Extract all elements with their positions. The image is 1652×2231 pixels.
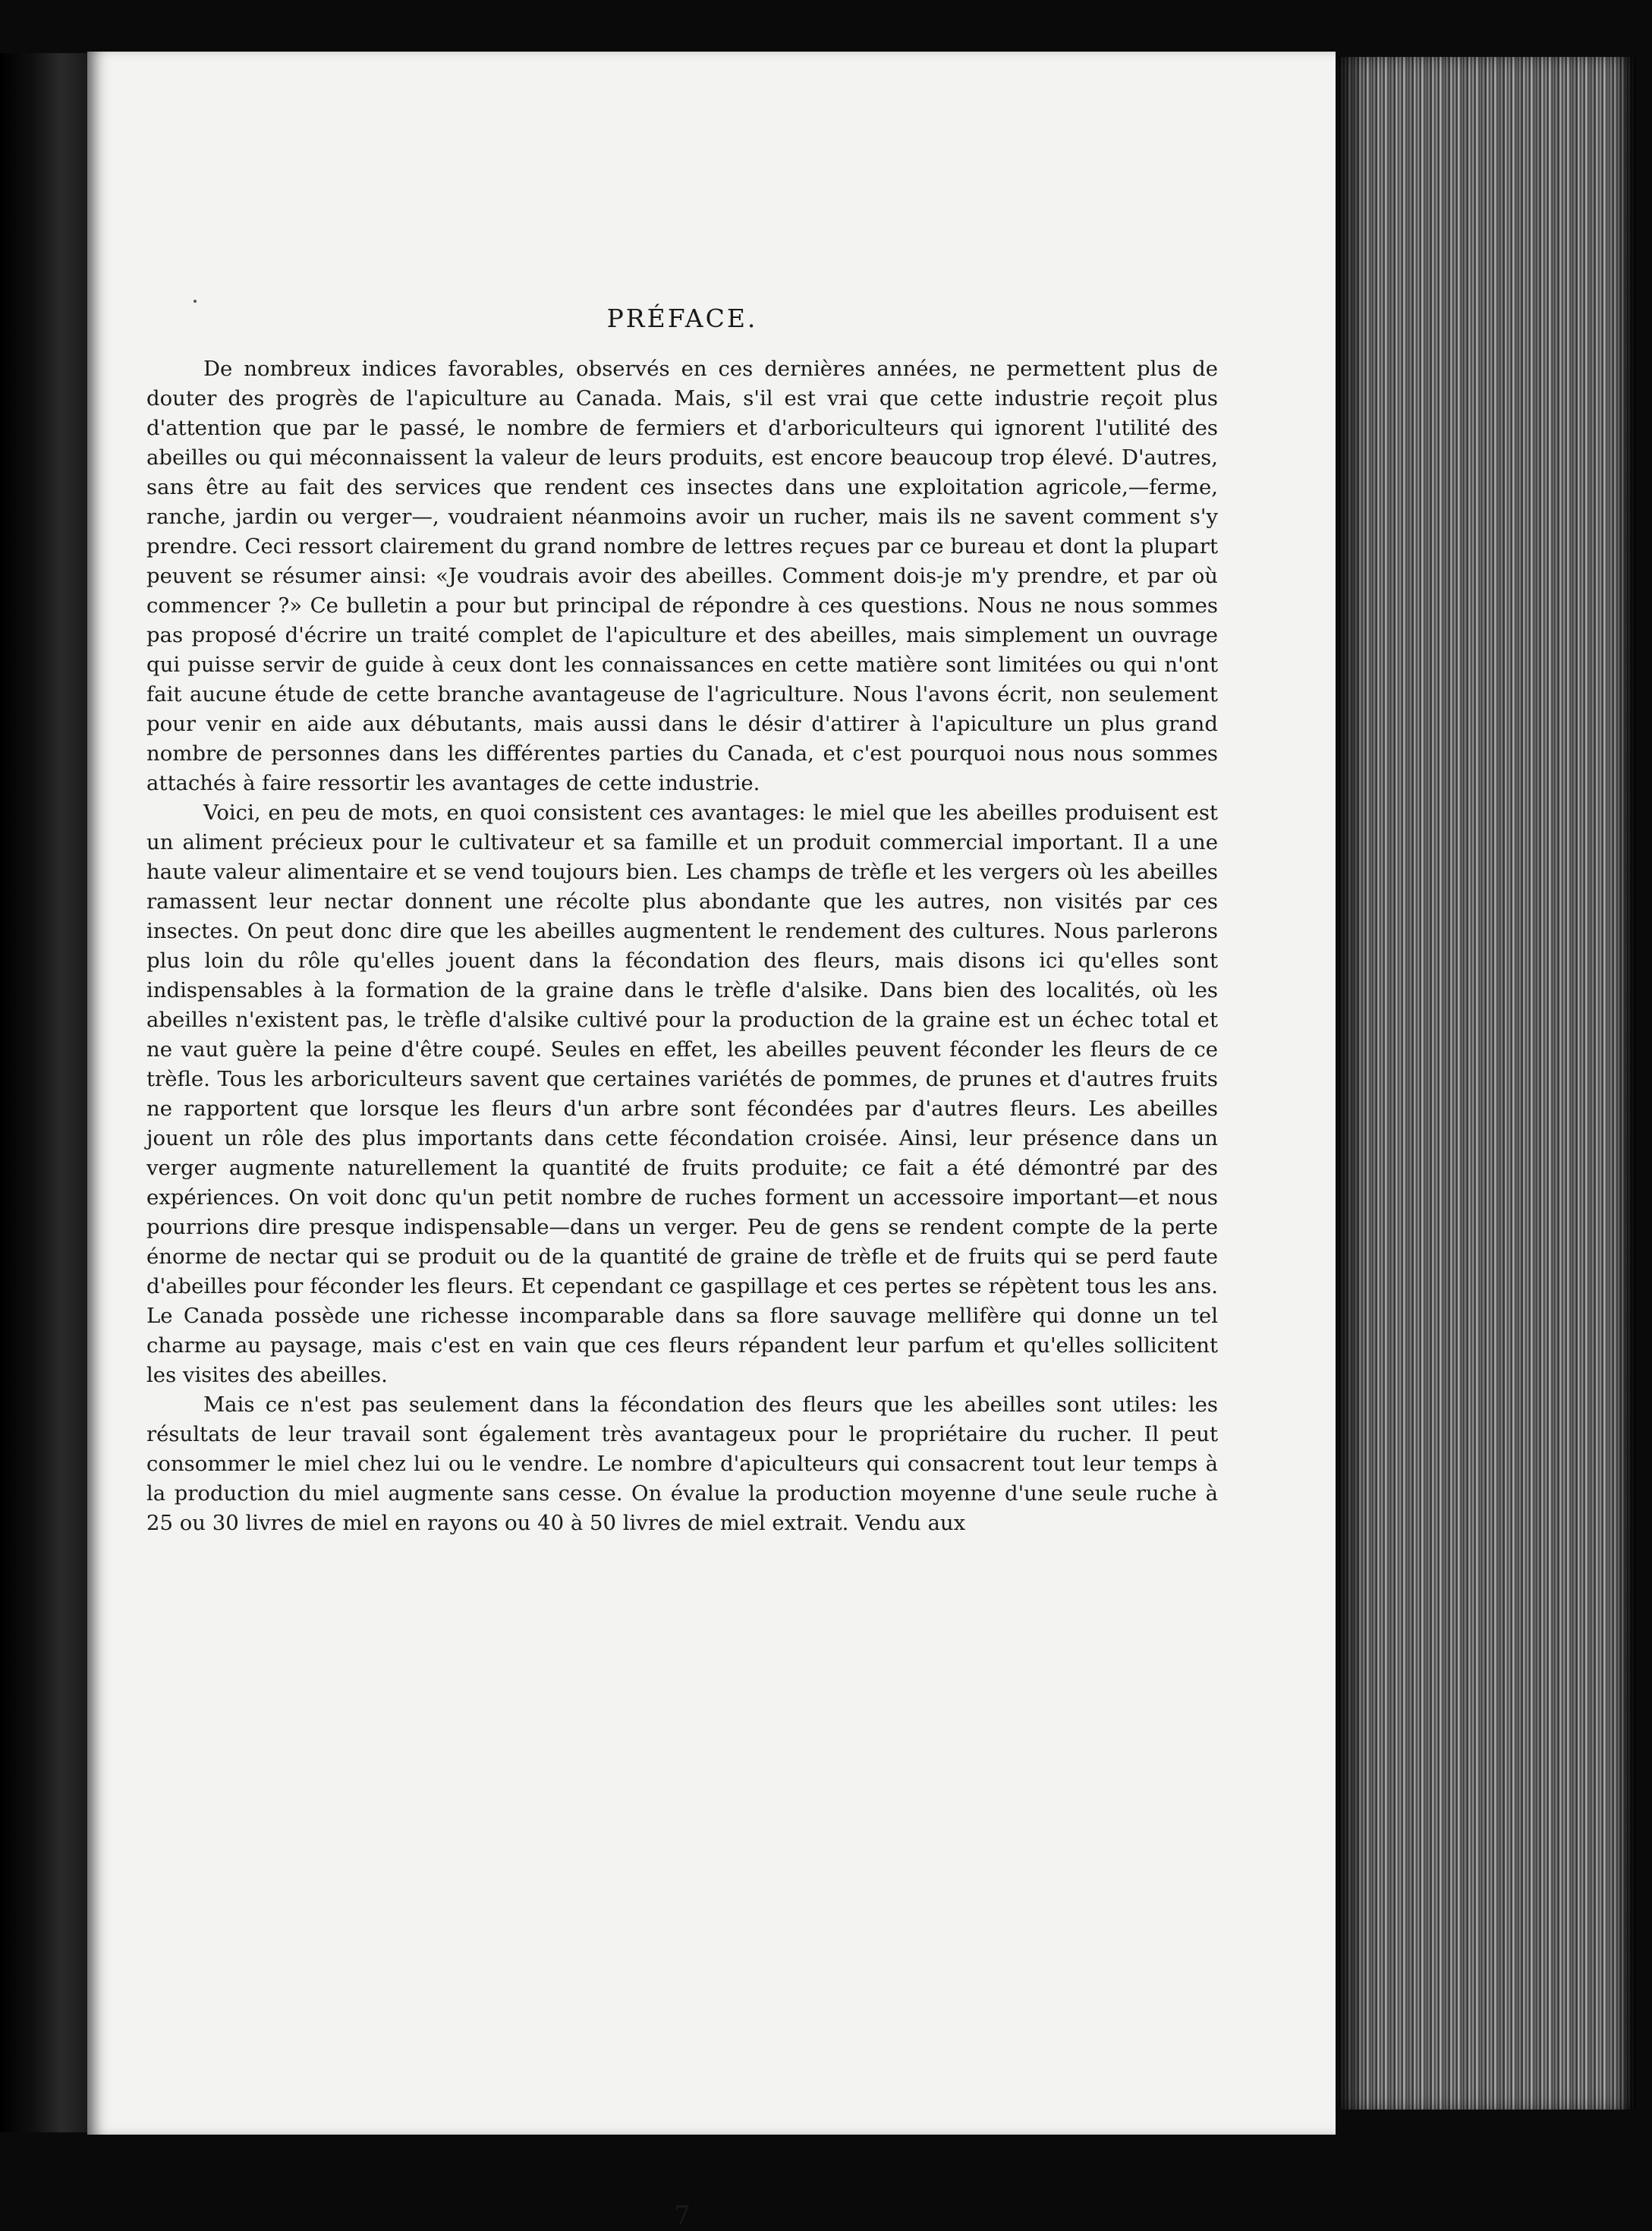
- page-title: PRÉFACE.: [606, 304, 758, 333]
- left-page-edge: [0, 53, 87, 2132]
- paragraph-2: Voici, en peu de mots, en quoi consistent ces avantages: le miel que les abeilles produisent est un aliment précieux pour le cultivateur et sa famille et un produit commercial important. Il a une haute valeur alimentaire et se vend toujours bien. Les champs de trèfle et les vergers où les abeilles ramassent leur nectar donnent une récolte plus abondante que les autres, non visités par ces insectes. On peut donc dire que les abeilles augmentent le rendement des cultures. Nous parlerons plus loin du rôle qu'elles jouent dans la fécondation des fleurs, mais disons ici qu'elles sont indispensables à la formation de la graine dans le trèfle d'alsike. Dans bien des localités, où les abeilles n'existent pas, le trèfle d'alsike cultivé pour la production de la graine est un échec total et ne vaut guère la peine d'être coupé. Seules en effet, les abeilles peuvent féconder les fleurs de ce trèfle. Tous les arboriculteurs savent que certaines variétés de pommes, de prunes et d'autres fruits ne rapportent que lorsque les fleurs d'un arbre sont fécondées par d'autres fleurs. Les abeilles jouent un rôle des plus importants dans cette fécondation croisée. Ainsi, leur présence dans un verger augmente naturellement la quantité de fruits produite; ce fait a été démontré par des expériences. On voit donc qu'un petit nombre de ruches forment un accessoire important—et nous pourrions dire presque indispensable—dans un verger. Peu de gens se rendent compte de la perte énorme de nectar qui se produit ou de la quantité de graine de trèfle et de fruits qui se perd faute d'abeilles pour féconder les fleurs. Et cependant ce gaspillage et ces pertes se répètent tous les ans. Le Canada possède une richesse incomparable dans sa flore sauvage mellifère qui donne un tel charme au paysage, mais c'est en vain que ces fleurs répandent leur parfum et qu'elles sollicitent les visites des abeilles.: [146, 801, 1218, 1387]
- stray-mark: [194, 300, 197, 303]
- page-content: [146, 304, 1218, 2231]
- page-number: 7: [674, 2201, 691, 2231]
- paragraph-1: De nombreux indices favorables, observés en ces dernières années, ne permettent plus de douter des progrès de l'apiculture au Canada. Mais, s'il est vrai que cette industrie reçoit plus d'attention que par le passé, le nombre de fermiers et d'arboriculteurs qui ignorent l'utilité des abeilles ou qui méconnaissent la valeur de leurs produits, est encore beaucoup trop élevé. D'autres, sans être au fait des services que rendent ces insectes dans une exploitation agricole,—ferme, ranche, jardin ou verger—, voudraient néanmoins avoir un rucher, mais ils ne savent comment s'y prendre. Ceci ressort clairement du grand nombre de lettres reçues par ce bureau et dont la plupart peuvent se résumer ainsi: «Je voudrais avoir des abeilles. Comment dois-je m'y prendre, et par où commencer ?» Ce bulletin a pour but principal de répondre à ces questions. Nous ne nous sommes pas proposé d'écrire un traité complet de l'apiculture et des abeilles, mais simplement un ouvrage qui puisse servir de guide à ceux dont les connaissances en cette matière sont limitées ou qui n'ont fait aucune étude de cette branche avantageuse de l'agriculture. Nous l'avons écrit, non seulement pour venir en aide aux débutants, mais aussi dans le désir d'attirer à l'apiculture un plus grand nombre de personnes dans les différentes parties du Canada, et c'est pourquoi nous nous sommes attachés à faire ressortir les avantages de cette industrie.: [146, 357, 1218, 795]
- paragraph-3: Mais ce n'est pas seulement dans la fécondation des fleurs que les abeilles sont utiles: les résultats de leur travail sont également très avantageux pour le propriétaire du rucher. Il peut consommer le miel chez lui ou le vendre. Le nombre d'apiculteurs qui consacrent tout leur temps à la production du miel augmente sans cesse. On évalue la production moyenne d'une seule ruche à 25 ou 30 livres de miel en rayons ou 40 à 50 livres de miel extrait. Vendu aux: [146, 1392, 1218, 1535]
- book-fore-edge: [1336, 57, 1635, 2110]
